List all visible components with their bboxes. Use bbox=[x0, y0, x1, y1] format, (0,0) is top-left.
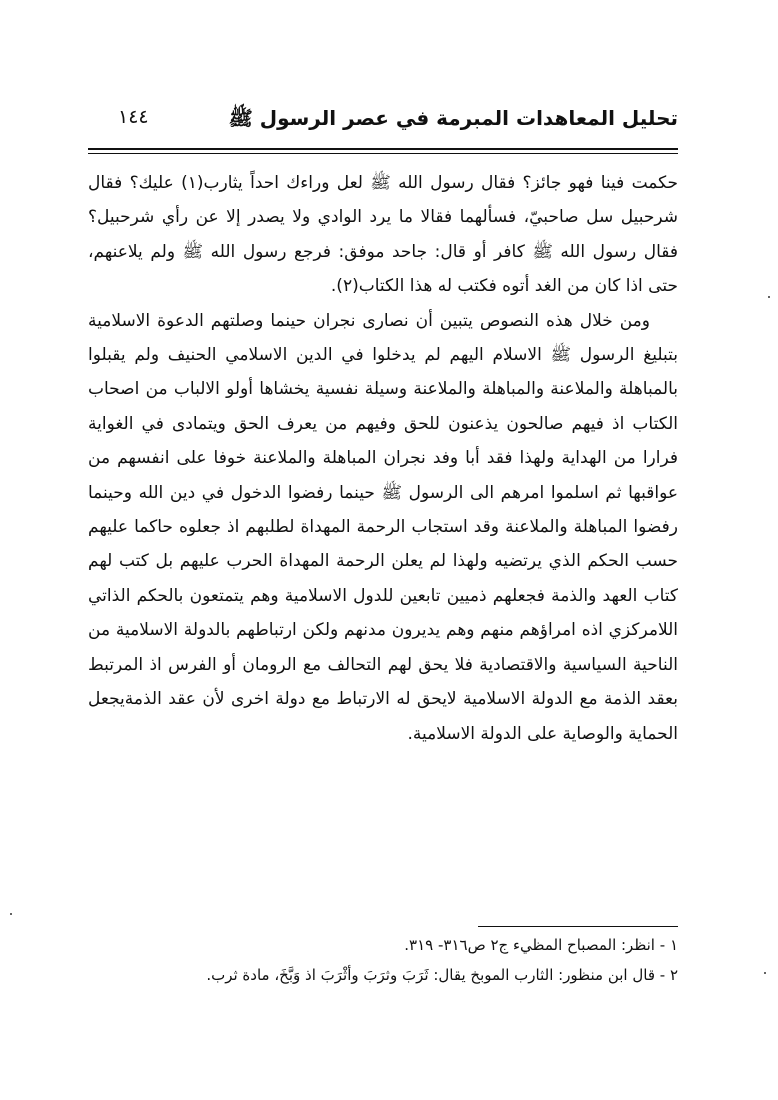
scan-speck bbox=[768, 296, 770, 298]
header-rule-thin bbox=[88, 153, 678, 154]
scan-speck bbox=[10, 913, 12, 915]
paragraph-1: حكمت فينا فهو جائز؟ فقال رسول الله ﷺ لعل وراءك احداً يثارب(١) عليك؟ فقال شرحبيل سل صاحبيّ، فسألهما فقالا ما يرد الوادي ولا يصدر إلا عن رأي شرحبيل؟ فقال رسول الله ﷺ كافر أو قال: جاحد موفق: فرجع رسول الله ﷺ ولم يلاعنهم، حتى اذا كان من الغد أتوه فكتب له هذا الكتاب(٢). bbox=[88, 173, 679, 297]
header-rule-thick bbox=[88, 148, 678, 150]
running-title: تحليل المعاهدات المبرمة في عصر الرسول ﷺ bbox=[228, 106, 678, 130]
body-text bbox=[88, 166, 678, 751]
page-header bbox=[88, 100, 678, 144]
footnote-2: ٢ - قال ابن منظور: الثارب الموبخ يقال: ثَرَبَ وثرَبَ وأثْرَبَ اذ وَبَّخَ، مادة ثرب. bbox=[206, 966, 678, 984]
footnotes bbox=[88, 930, 678, 990]
footnote-separator bbox=[478, 926, 678, 927]
paragraph-2: ومن خلال هذه النصوص يتبين أن نصارى نجران حينما وصلتهم الدعوة الاسلامية بتبليغ الرسول ﷺ الاسلام اليهم لم يدخلوا في الدين الاسلامي الحنيف ولم يقبلوا بالمباهلة والملاعنة والمباهلة والملاعنة وسيلة نفسية يخشاها أولو الالباب من اصحاب الكتاب اذ فيهم صالحون يذعنون للحق وفيهم من يعرف الحق ويتمادى في الغواية فرارا من الهداية ولهذا فقد أبا وفد نجران المباهلة والملاعنة خوفا على انفسهم من عواقبها ثم اسلموا امرهم الى الرسول ﷺ حينما رفضوا الدخول في دين الله وحينما رفضوا المباهلة والملاعنة وقد استجاب الرحمة المهداة لطلبهم اذ جعلوه حاكما عليهم حسب الحكم الذي يرتضيه ولهذا لم يعلن الرحمة المهداة الحرب عليهم بل كتب لهم كتاب العهد والذمة فجعلهم ذميين تابعين للدول الاسلامية وهم يتمتعون بالحكم الذاتي اللامركزي اذه امراؤهم منهم وهم يديرون مدنهم ولكن ارتباطهم بالدولة الاسلامية من الناحية السياسية والاقتصادية فلا يحق لهم التحالف مع الرومان أو الفرس اذ المرتبط بعقد الذمة مع الدولة الاسلامية لايحق له الارتباط مع دولة اخرى لأن عقد الذمةيجعل الحماية والوصاية على الدولة الاسلامية. bbox=[88, 310, 678, 744]
footnote-1: ١ - انظر: المصباح المظيء ج٢ ص٣١٦- ٣١٩. bbox=[404, 936, 678, 954]
page-number: ١٤٤ bbox=[118, 106, 149, 128]
scan-speck bbox=[764, 972, 766, 974]
